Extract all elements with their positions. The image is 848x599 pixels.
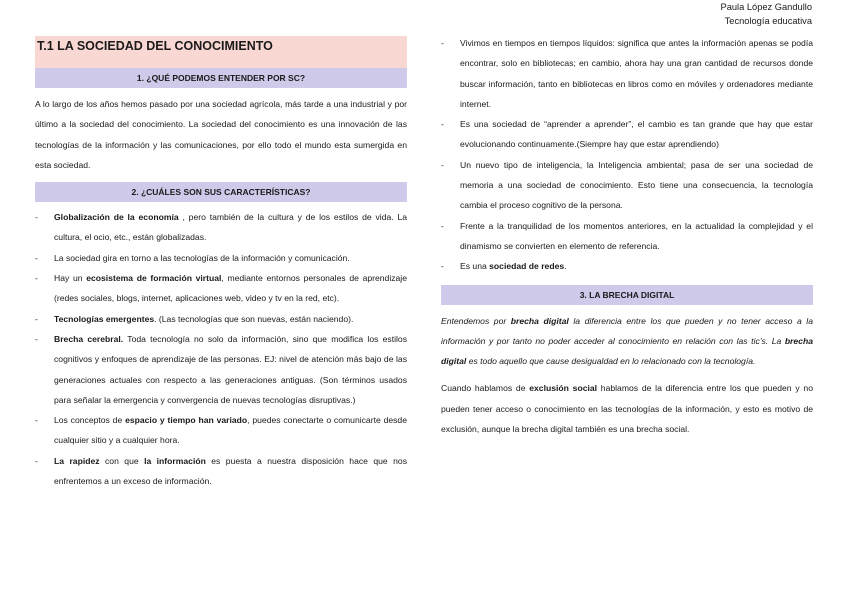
list-item: - Hay un ecosistema de formación virtual, mediante entornos personales de aprendizaje (redes sociales, blogs, internet, aplicaciones web, video y tv en la red, etc). [35, 268, 407, 309]
section-1-paragraph: A lo largo de los años hemos pasado por una sociedad agrícola, más tarde a una industrial y por último a la sociedad del conocimiento. La sociedad del conocimiento es una innovación de las tecnologías de la información y las comunicaciones, por ello todo el mundo esta sumergida en esta sociedad. [35, 99, 407, 170]
author-subject: Tecnología educativa [724, 16, 812, 26]
list-item: - Un nuevo tipo de inteligencia, la Inteligencia ambiental; pasa de ser una sociedad de memoria a una sociedad de conocimiento. Esto tiene una consecuencia, la tecnología cambia el proceso cognitivo de la persona. [441, 155, 813, 216]
section-1-heading: 1. ¿QUÉ PODEMOS ENTENDER POR SC? [35, 68, 407, 88]
characteristics-list-continued [441, 33, 813, 277]
list-item: - Es una sociedad de “aprender a aprender”, el cambio es tan grande que hay que estar evolucionando continuamente.(Siempre hay que estar aprendiendo) [441, 114, 813, 155]
page-title: T.1 LA SOCIEDAD DEL CONOCIMIENTO [35, 36, 407, 68]
author-name: Paula López Gandullo [720, 2, 812, 12]
characteristics-list [35, 207, 407, 491]
section-3-heading: 3. LA BRECHA DIGITAL [441, 285, 813, 305]
list-item: - Globalización de la economía , pero también de la cultura y de los estilos de vida. La cultura, el ocio, etc., están globalizadas. [35, 207, 407, 248]
list-item: - Es una sociedad de redes. [441, 256, 813, 276]
list-item: - Los conceptos de espacio y tiempo han variado, puedes conectarte o comunicarte desde cualquier sitio y a cualquier hora. [35, 410, 407, 451]
list-item: - Frente a la tranquilidad de los momentos anteriores, en la actualidad la complejidad y el dinamismo se convierten en elemento de referencia. [441, 216, 813, 257]
list-item: - Brecha cerebral. Toda tecnología no solo da información, sino que modifica los estilos cognitivos y enfoques de aprendizaje de las personas. EJ: nivel de atención más bajo de las generaciones actuales con respecto a las generaciones antiguas. (Son términos usados para señalar la emergencia y convergencia de nuevas tecnologías disruptivas.) [35, 329, 407, 410]
section-2-heading: 2. ¿CUÁLES SON SUS CARACTERÍSTICAS? [35, 182, 407, 202]
author-block [721, 0, 813, 28]
brecha-digital-definition: Entendemos por brecha digital la diferencia entre los que pueden y no tener acceso a la información y por tanto no poder acceder al conocimiento en relación con las tic’s. La brecha digital es todo aquello que cause desigualdad en lo relacionado con la tecnología. [441, 315, 813, 367]
right-column [441, 36, 813, 439]
list-item: - Tecnologías emergentes. (Las tecnologías que son nuevas, están naciendo). [35, 309, 407, 329]
list-item: - Vivimos en tiempos en tiempos líquidos: significa que antes la información apenas se podía encontrar, solo en bibliotecas; en cambio, ahora hay una gran cantidad de recursos donde buscar información, tanto en bibliotecas en libros como en móviles y ordenadores mediante internet. [441, 33, 813, 114]
left-column [35, 36, 407, 491]
list-item: - La sociedad gira en torno a las tecnologías de la información y comunicación. [35, 248, 407, 268]
list-item: - La rapidez con que la información es puesta a nuestra disposición hace que nos enfrentemos a un exceso de información. [35, 451, 407, 492]
exclusion-social-paragraph: Cuando hablamos de exclusión social hablamos de la diferencia entre los que pueden y no pueden tener acceso o conocimiento en las tecnologías de la información, y esto es motivo de exclusión, aunque la brecha digital también es una brecha social. [441, 383, 813, 435]
